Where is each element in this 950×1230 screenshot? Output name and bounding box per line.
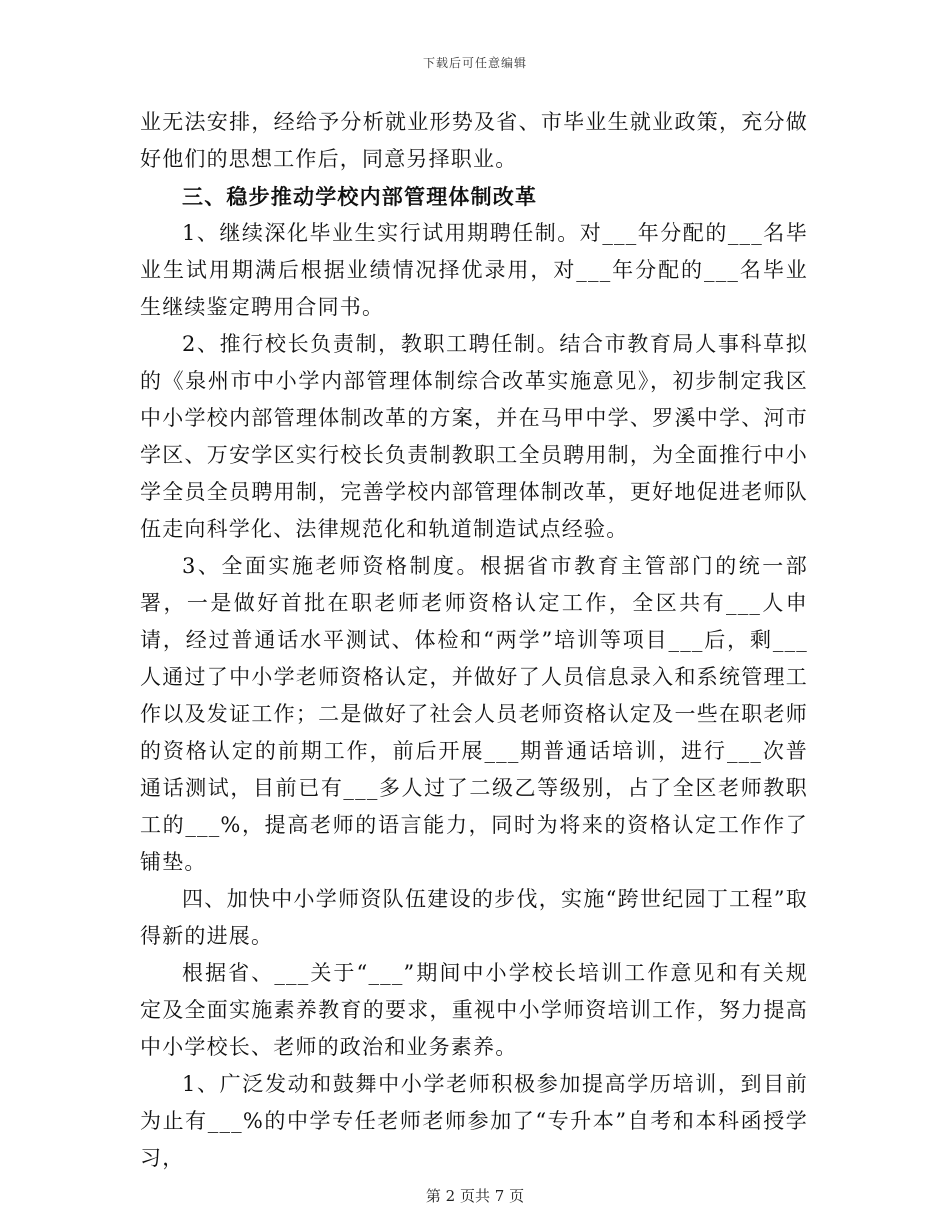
paragraph-section-4-intro: 根据省、___关于“___”期间中小学校长培训工作意见和有关规定及全面实施素养教育的要求，重视中小学师资培训工作，努力提高中小学校长、老师的政治和业务素养。 [140,961,808,1059]
paragraph-item-2: 2、推行校长负责制，教职工聘任制。结合市教育局人事科草拟的《泉州市中小学内部管理体制综合改革实施意见》，初步制定我区中小学校内部管理体制改革的方案，并在马甲中学、罗溪中学、河市学区、万安学区实行校长负责制教职工全员聘用制，为全面推行中小学全员全员聘用制，完善学校内部管理体制改革，更好地促进老师队伍走向科学化、法律规范化和轨道制造试点经验。 [140,332,808,541]
section-heading-3: 三、稳步推动学校内部管理体制改革 [182,184,538,209]
header-note: 下载后可任意编辑 [422,56,527,70]
paragraph-item-3: 3、全面实施老师资格制度。根据省市教育主管部门的统一部署，一是做好首批在职老师老师资格认定工作，全区共有___人申请，经过普通话水平测试、体检和“两学”培训等项目___后，剩___人通过了中小学老师资格认定，并做好了人员信息录入和系统管理工作以及发证工作；二是做好了社会人员老师资格认定及一些在职老师的资格认定的前期工作，前后开展___期普通话培训，进行___次普通话测试，目前已有___多人过了二级乙等级别，占了全区老师教职工的___%，提高老师的语言能力，同时为将来的资格认定工作作了铺垫。 [140,554,808,874]
page-number: 第 2 页共 7 页 [425,1187,525,1205]
paragraph-continuation: 业无法安排，经给予分析就业形势及省、市毕业生就业政策，充分做好他们的思想工作后，同意另择职业。 [140,110,808,171]
paragraph-section-4-item-1: 1、广泛发动和鼓舞中小学老师积极参加提高学历培训，到目前为止有___%的中学专任老师老师参加了“专升本”自考和本科函授学习， [140,1072,808,1170]
paragraph-item-1: 1、继续深化毕业生实行试用期聘任制。对___年分配的___名毕业生试用期满后根据业绩情况择优录用，对___年分配的___名毕业生继续鉴定聘用合同书。 [140,221,808,319]
document-body [140,104,808,1177]
section-heading-4: 四、加快中小学师资队伍建设的步伐，实施“跨世纪园丁工程”取得新的进展。 [140,887,808,948]
